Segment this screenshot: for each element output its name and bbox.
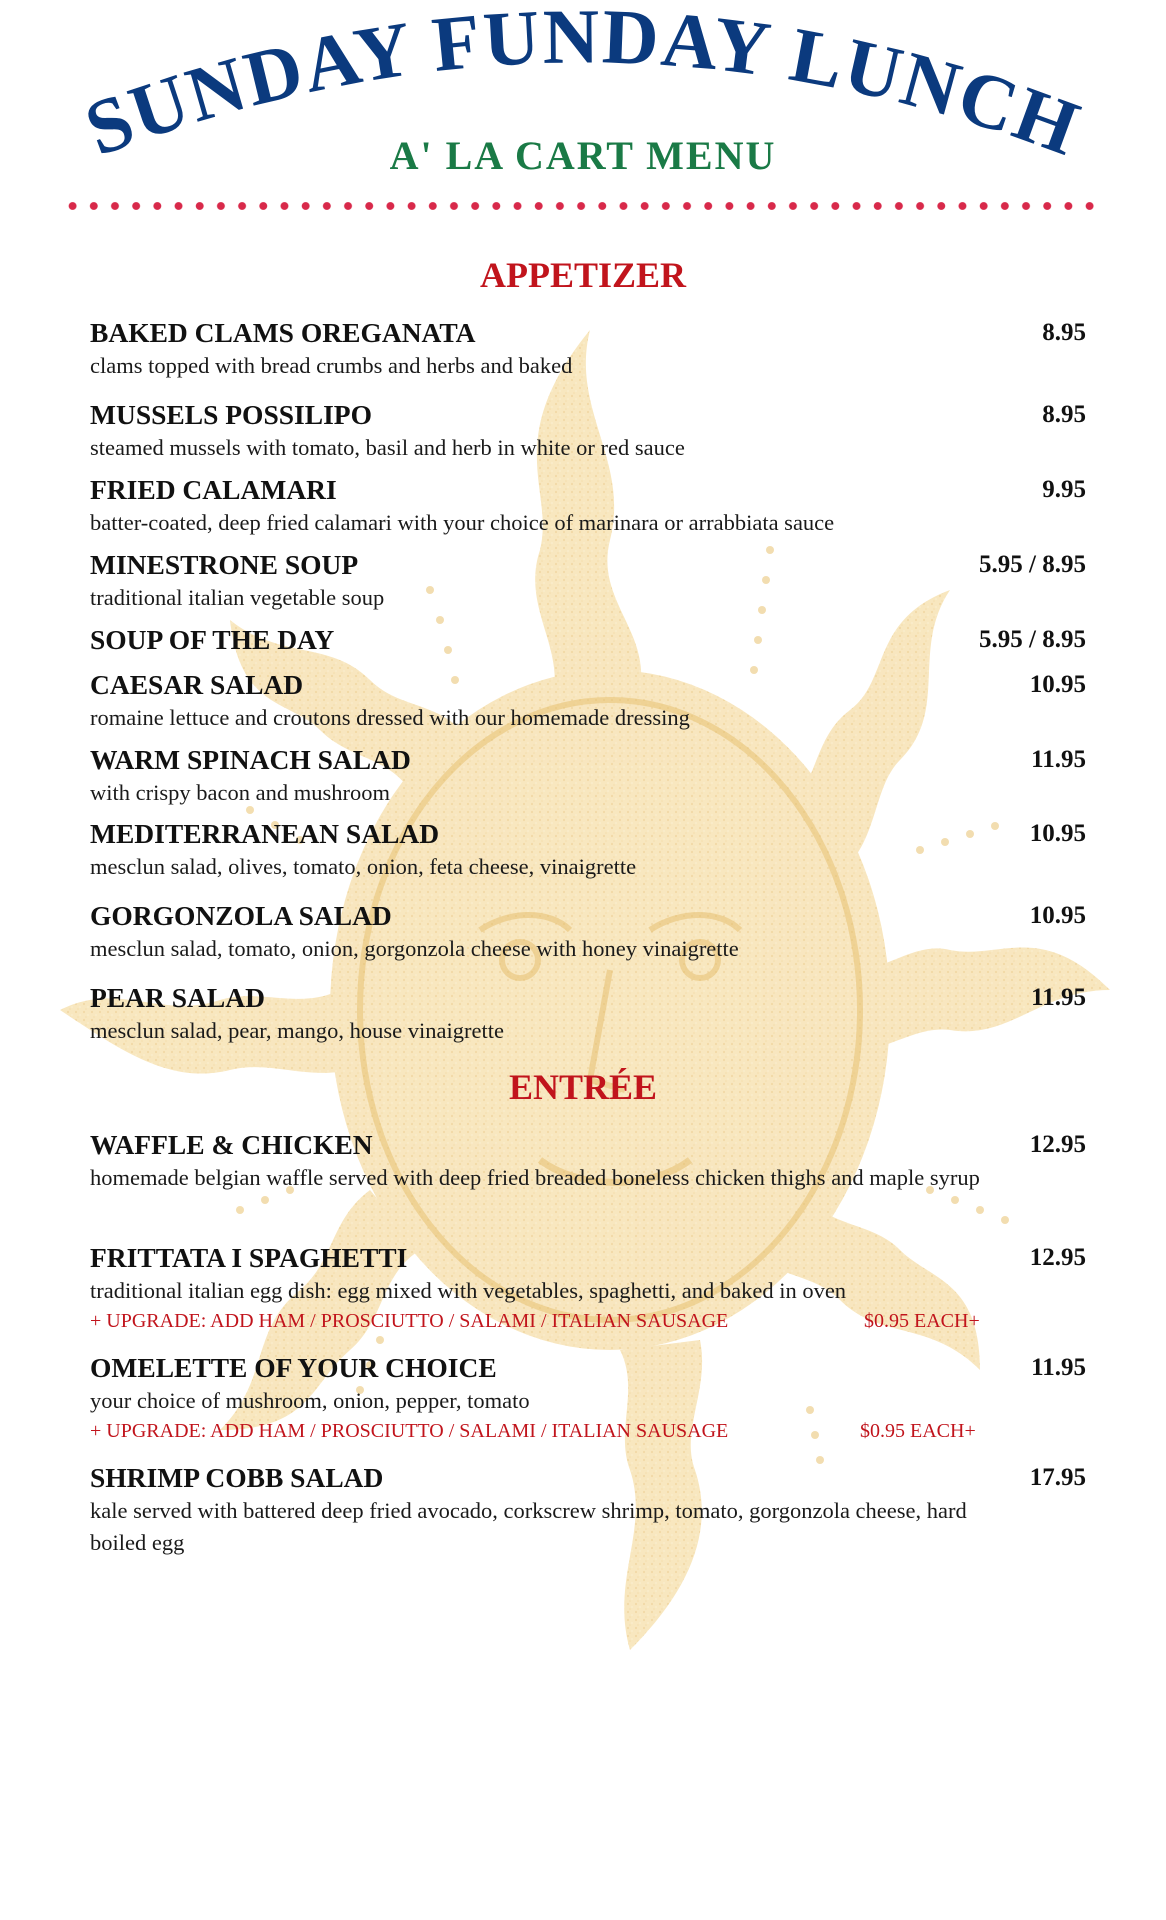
item-name: BAKED CLAMS OREGANATA <box>90 317 476 348</box>
menu-item <box>90 623 1086 657</box>
menu-item <box>90 668 1086 734</box>
upgrade-text: + UPGRADE: ADD HAM / PROSCIUTTO / SALAMI / ITALIAN SAUSAGE <box>90 1420 729 1442</box>
item-description: your choice of mushroom, onion, pepper, tomato <box>90 1388 530 1413</box>
item-price: 11.95 <box>1031 746 1086 773</box>
item-name: GORGONZOLA SALAD <box>90 900 392 931</box>
item-name: SOUP OF THE DAY <box>90 624 335 655</box>
menu-item <box>90 1241 1086 1335</box>
item-description: mesclun salad, pear, mango, house vinaigrette <box>90 1018 504 1043</box>
item-price: 12.95 <box>1029 1131 1086 1158</box>
upgrade-text: + UPGRADE: ADD HAM / PROSCIUTTO / SALAMI / ITALIAN SAUSAGE <box>90 1310 729 1332</box>
menu-item <box>90 899 1086 965</box>
item-price: 9.95 <box>1042 476 1086 503</box>
menu-item <box>90 743 1086 809</box>
menu-item <box>90 316 1086 382</box>
item-description: mesclun salad, olives, tomato, onion, feta cheese, vinaigrette <box>90 854 637 879</box>
appetizer-heading: APPETIZER <box>479 255 687 295</box>
upgrade-note <box>90 1307 1086 1335</box>
item-price: 5.95 / 8.95 <box>979 551 1086 578</box>
item-name: CAESAR SALAD <box>90 669 304 700</box>
item-description: kale served with battered deep fried avocado, corkscrew shrimp, tomato, gorgonzola cheese, hard boiled egg <box>90 1498 967 1555</box>
menu-item <box>90 398 1086 464</box>
item-price: 11.95 <box>1031 984 1086 1011</box>
item-name: FRIED CALAMARI <box>90 474 337 505</box>
item-price: 10.95 <box>1029 820 1086 847</box>
item-name: WARM SPINACH SALAD <box>90 744 411 775</box>
menu-item <box>90 548 1086 614</box>
item-description: traditional italian vegetable soup <box>90 585 385 610</box>
item-description: clams topped with bread crumbs and herbs and baked <box>90 353 573 378</box>
upgrade-price: $0.95 EACH+ <box>864 1310 980 1332</box>
menu-item <box>90 1461 1086 1559</box>
menu-item <box>90 473 1086 539</box>
item-description: batter-coated, deep fried calamari with your choice of marinara or arrabbiata sauce <box>90 510 835 535</box>
item-price: 8.95 <box>1042 319 1086 346</box>
item-price: 8.95 <box>1042 401 1086 428</box>
menu-item <box>90 1351 1086 1445</box>
menu-title-text: SUNDAY FUNDAY LUNCH <box>73 0 1092 173</box>
item-price: 5.95 / 8.95 <box>979 626 1086 653</box>
item-name: MINESTRONE SOUP <box>90 549 359 580</box>
upgrade-note <box>90 1417 1086 1445</box>
item-description: romaine lettuce and croutons dressed with our homemade dressing <box>90 705 690 730</box>
item-name: FRITTATA I SPAGHETTI <box>90 1242 408 1273</box>
dotted-divider <box>62 200 1102 212</box>
item-name: SHRIMP COBB SALAD <box>90 1462 384 1493</box>
entree-heading: ENTRÉE <box>508 1067 658 1107</box>
menu-item <box>90 981 1086 1047</box>
item-price: 10.95 <box>1029 902 1086 929</box>
item-name: MUSSELS POSSILIPO <box>90 399 372 430</box>
item-name: OMELETTE OF YOUR CHOICE <box>90 1352 497 1383</box>
menu-subtitle: A' LA CART MENU <box>389 133 777 178</box>
item-description: traditional italian egg dish: egg mixed with vegetables, spaghetti, and baked in oven <box>90 1278 847 1303</box>
menu-item <box>90 817 1086 883</box>
item-price: 17.95 <box>1029 1464 1086 1491</box>
item-price: 10.95 <box>1029 671 1086 698</box>
item-price: 12.95 <box>1029 1244 1086 1271</box>
item-description: mesclun salad, tomato, onion, gorgonzola cheese with honey vinaigrette <box>90 936 739 961</box>
item-name: WAFFLE & CHICKEN <box>90 1129 373 1160</box>
item-name: MEDITERRANEAN SALAD <box>90 818 440 849</box>
item-description: homemade belgian waffle served with deep fried breaded boneless chicken thighs and maple syrup <box>90 1165 980 1190</box>
item-price: 11.95 <box>1031 1354 1086 1381</box>
item-description: steamed mussels with tomato, basil and herb in white or red sauce <box>90 435 685 460</box>
item-name: PEAR SALAD <box>90 982 265 1013</box>
upgrade-price: $0.95 EACH+ <box>860 1420 976 1442</box>
item-description: with crispy bacon and mushroom <box>90 780 390 805</box>
menu-item <box>90 1128 1086 1194</box>
